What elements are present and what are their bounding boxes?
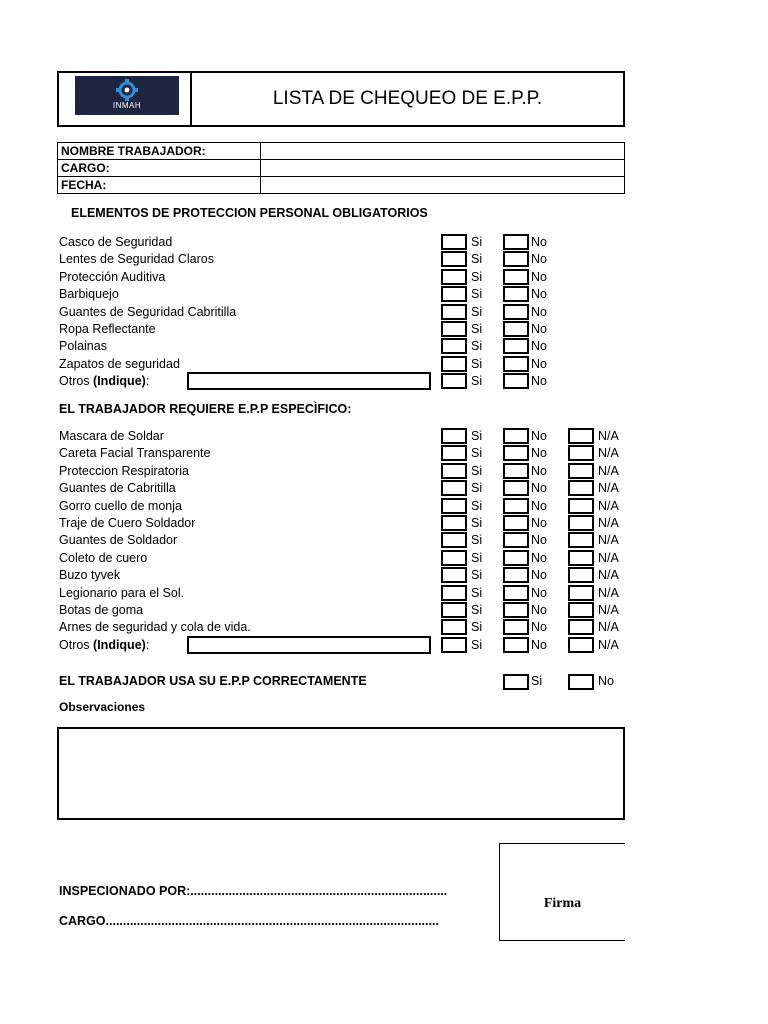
otros-input[interactable] [187, 372, 431, 390]
na-label: N/A [598, 446, 619, 461]
na-checkbox[interactable] [568, 480, 594, 496]
usage-si-checkbox[interactable] [503, 674, 529, 690]
si-checkbox[interactable] [441, 356, 467, 372]
no-label: No [531, 568, 547, 583]
si-label: Si [471, 269, 483, 284]
si-checkbox[interactable] [441, 515, 467, 531]
inspeccionado-line: INSPECIONADO POR:.......................................................................... [59, 884, 448, 898]
fecha-field[interactable] [261, 177, 625, 194]
si-label: Si [471, 287, 483, 302]
no-checkbox[interactable] [503, 338, 529, 354]
si-label: Si [471, 516, 483, 530]
otros-label [59, 374, 149, 388]
si-label: Si [471, 637, 483, 652]
si-checkbox[interactable] [441, 373, 467, 389]
specific-section-title: EL TRABAJADOR REQUIERE E.P.P ESPECÌFICO: [59, 402, 352, 416]
no-checkbox[interactable] [503, 637, 529, 653]
si-label: Si [471, 533, 483, 548]
no-checkbox[interactable] [503, 286, 529, 302]
si-checkbox[interactable] [441, 619, 467, 635]
item-label: Guantes de Soldador [59, 533, 178, 548]
si-checkbox[interactable] [441, 286, 467, 302]
item-label: Careta Facial Transparente [59, 446, 211, 461]
no-label: No [531, 339, 547, 354]
no-checkbox[interactable] [503, 550, 529, 566]
si-checkbox[interactable] [441, 234, 467, 250]
table-row [58, 160, 625, 177]
no-label: No [531, 429, 547, 443]
na-checkbox[interactable] [568, 532, 594, 548]
no-checkbox[interactable] [503, 567, 529, 583]
no-label: No [531, 481, 547, 496]
si-checkbox[interactable] [441, 269, 467, 285]
usage-si-label: Si [531, 674, 543, 688]
no-label: No [531, 585, 547, 600]
firma-box[interactable] [499, 843, 625, 941]
no-label: No [531, 637, 547, 652]
si-checkbox[interactable] [441, 585, 467, 601]
nombre-field[interactable] [261, 143, 625, 160]
no-label: No [531, 235, 547, 249]
si-checkbox[interactable] [441, 321, 467, 337]
si-label: Si [471, 446, 483, 461]
item-label: Ropa Reflectante [59, 322, 156, 336]
no-checkbox[interactable] [503, 321, 529, 337]
si-checkbox[interactable] [441, 480, 467, 496]
otros-input[interactable] [187, 636, 431, 654]
item-label: Arnes de seguridad y cola de vida. [59, 620, 251, 635]
cargo-field[interactable] [261, 160, 625, 177]
otros-indique: (Indique) [93, 374, 146, 389]
si-label: Si [471, 339, 483, 354]
no-label: No [531, 304, 547, 319]
si-label: Si [471, 463, 483, 478]
na-checkbox[interactable] [568, 445, 594, 461]
item-label: Coleto de cuero [59, 550, 148, 565]
no-checkbox[interactable] [503, 373, 529, 389]
si-label: Si [471, 620, 483, 635]
nombre-label: NOMBRE TRABAJADOR: [58, 143, 261, 160]
na-checkbox[interactable] [568, 637, 594, 653]
item-label: Barbiquejo [59, 287, 119, 302]
usage-no-checkbox[interactable] [568, 674, 594, 690]
si-label: Si [471, 585, 483, 600]
no-label: No [531, 620, 547, 635]
otros-prefix: Otros [59, 374, 94, 389]
si-checkbox[interactable] [441, 428, 467, 444]
na-label: N/A [598, 463, 619, 478]
si-checkbox[interactable] [441, 637, 467, 653]
no-checkbox[interactable] [503, 428, 529, 444]
no-checkbox[interactable] [503, 463, 529, 479]
no-checkbox[interactable] [503, 251, 529, 267]
no-label: No [531, 252, 547, 267]
item-label: Traje de Cuero Soldador [59, 516, 196, 530]
item-label: Casco de Seguridad [59, 235, 173, 249]
no-label: No [531, 533, 547, 548]
usage-question: EL TRABAJADOR USA SU E.P.P CORRECTAMENTE [59, 674, 367, 688]
fecha-label: FECHA: [58, 177, 261, 194]
worker-info-table [57, 142, 625, 194]
usage-no-label: No [598, 674, 614, 688]
si-checkbox[interactable] [441, 338, 467, 354]
si-checkbox[interactable] [441, 463, 467, 479]
cargo-label: CARGO: [58, 160, 261, 177]
na-label: N/A [598, 550, 619, 565]
na-label: N/A [598, 498, 619, 513]
item-label: Proteccion Respiratoria [59, 463, 189, 478]
no-checkbox[interactable] [503, 480, 529, 496]
na-checkbox[interactable] [568, 463, 594, 479]
na-label: N/A [598, 568, 619, 583]
si-label: Si [471, 356, 483, 371]
item-label: Guantes de Seguridad Cabritilla [59, 304, 237, 319]
si-checkbox[interactable] [441, 532, 467, 548]
no-checkbox[interactable] [503, 445, 529, 461]
no-checkbox[interactable] [503, 515, 529, 531]
si-checkbox[interactable] [441, 498, 467, 514]
observaciones-label: Observaciones [59, 700, 146, 714]
si-label: Si [471, 235, 483, 249]
table-row [58, 143, 625, 160]
na-checkbox[interactable] [568, 498, 594, 514]
logo-cell [59, 73, 192, 125]
item-label: Polainas [59, 339, 107, 354]
item-label: Botas de goma [59, 603, 144, 617]
si-label: Si [471, 481, 483, 496]
no-label: No [531, 446, 547, 461]
si-checkbox[interactable] [441, 550, 467, 566]
mandatory-section-title: ELEMENTOS DE PROTECCION PERSONAL OBLIGATORIOS [71, 206, 428, 220]
si-label: Si [471, 550, 483, 565]
si-label: Si [471, 429, 483, 443]
si-checkbox[interactable] [441, 602, 467, 618]
item-label: Zapatos de seguridad [59, 356, 180, 371]
otros-suffix: : [145, 637, 150, 652]
no-checkbox[interactable] [503, 619, 529, 635]
na-checkbox[interactable] [568, 428, 594, 444]
na-checkbox[interactable] [568, 585, 594, 601]
otros-prefix: Otros [59, 637, 94, 652]
si-checkbox[interactable] [441, 304, 467, 320]
no-label: No [531, 322, 547, 336]
no-label: No [531, 550, 547, 565]
si-label: Si [471, 322, 483, 336]
item-label: Buzo tyvek [59, 568, 121, 583]
si-label: Si [471, 568, 483, 583]
cargo-signature-line: CARGO................................................................................................ [59, 914, 439, 928]
na-label: N/A [598, 620, 619, 635]
no-label: No [531, 374, 547, 389]
na-label: N/A [598, 429, 619, 443]
si-label: Si [471, 304, 483, 319]
observaciones-textarea[interactable] [57, 727, 625, 820]
logo-text: INMAH [112, 101, 142, 110]
no-checkbox[interactable] [503, 602, 529, 618]
no-label: No [531, 603, 547, 617]
item-label: Legionario para el Sol. [59, 585, 185, 600]
table-row [58, 177, 625, 194]
company-logo [75, 76, 179, 115]
na-label: N/A [598, 516, 619, 530]
item-label: Mascara de Soldar [59, 429, 164, 443]
si-label: Si [471, 252, 483, 267]
no-checkbox[interactable] [503, 585, 529, 601]
si-label: Si [471, 603, 483, 617]
otros-label [59, 638, 149, 652]
na-label: N/A [598, 481, 619, 496]
no-label: No [531, 498, 547, 513]
na-checkbox[interactable] [568, 602, 594, 618]
no-label: No [531, 269, 547, 284]
no-checkbox[interactable] [503, 356, 529, 372]
no-checkbox[interactable] [503, 532, 529, 548]
si-checkbox[interactable] [441, 251, 467, 267]
firma-label: Firma [543, 896, 582, 911]
item-label: Protección Auditiva [59, 269, 166, 284]
no-label: No [531, 516, 547, 530]
na-checkbox[interactable] [568, 550, 594, 566]
na-label: N/A [598, 533, 619, 548]
si-checkbox[interactable] [441, 445, 467, 461]
si-label: Si [471, 498, 483, 513]
item-label: Lentes de Seguridad Claros [59, 252, 214, 267]
header-box [57, 71, 625, 127]
na-label: N/A [598, 603, 619, 617]
na-label: N/A [598, 637, 619, 652]
no-checkbox[interactable] [503, 269, 529, 285]
item-label: Guantes de Cabritilla [59, 481, 176, 496]
no-label: No [531, 287, 547, 302]
otros-indique: (Indique) [93, 637, 146, 652]
si-checkbox[interactable] [441, 567, 467, 583]
no-checkbox[interactable] [503, 234, 529, 250]
page-title: LISTA DE CHEQUEO DE E.P.P. [272, 88, 543, 109]
na-checkbox[interactable] [568, 619, 594, 635]
na-checkbox[interactable] [568, 515, 594, 531]
no-label: No [531, 463, 547, 478]
item-label: Gorro cuello de monja [59, 498, 182, 513]
no-checkbox[interactable] [503, 304, 529, 320]
na-checkbox[interactable] [568, 567, 594, 583]
na-label: N/A [598, 585, 619, 600]
otros-suffix: : [145, 374, 150, 389]
no-checkbox[interactable] [503, 498, 529, 514]
no-label: No [531, 356, 547, 371]
si-label: Si [471, 374, 483, 389]
